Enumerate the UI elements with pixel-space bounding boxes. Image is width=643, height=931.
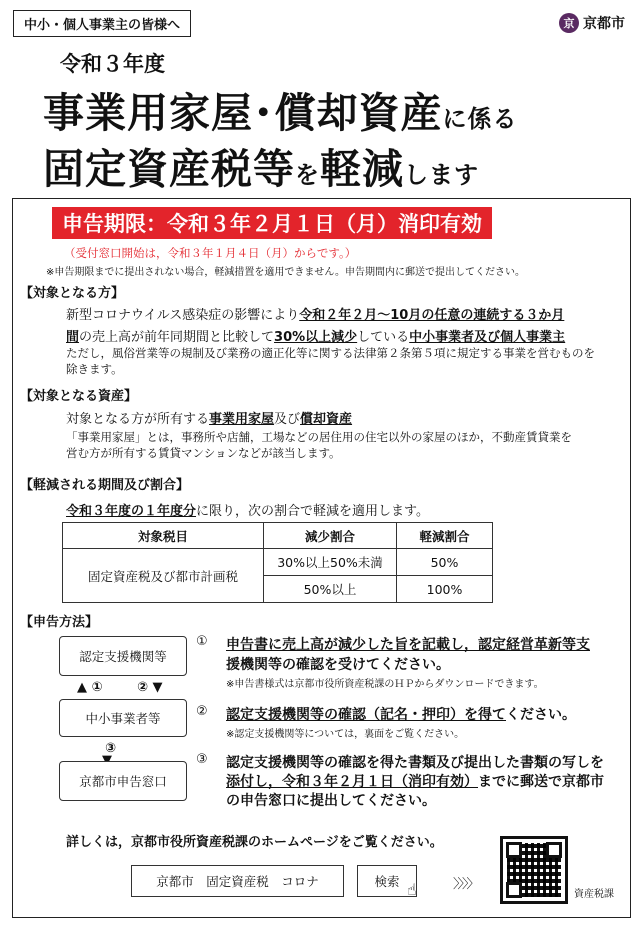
flow-box-support-agency: 認定支援機関等 <box>59 636 187 676</box>
col-header-decrease: 減少割合 <box>264 523 397 549</box>
city-logo <box>559 13 625 33</box>
reduction-line1: 令和３年度の１年度分に限り，次の割合で軽減を適用します。 <box>66 504 429 519</box>
step2-note: ※認定支援機関等については，裏面をご覧ください。 <box>226 729 465 740</box>
search-button: 検索 <box>357 865 417 897</box>
step2-number: ② <box>196 704 208 719</box>
qr-code-icon <box>500 836 568 904</box>
target-note1: ただし，風俗営業等の規制及び業務の適正化等に関する法律第２条第５項に規定する事業を営むものを <box>66 346 595 360</box>
reduction-table <box>62 522 493 603</box>
main-title-line2: 固定資産税等を軽減します <box>43 145 479 193</box>
footer-more-info: 詳しくは，京都市役所資産税課のホームページをご覧ください。 <box>66 835 443 850</box>
reduction-cell: 100% <box>397 576 493 603</box>
decrease-cell: 50%以上 <box>264 576 397 603</box>
flow-arrow-down: ② ▼ <box>137 680 163 695</box>
step1-line2: 援機関等の確認を受けてください。 <box>226 657 450 673</box>
deadline-warning: ※申告期限までに提出されない場合，軽減措置を適用できません。申告期間内に郵送で提出してください。 <box>46 267 525 278</box>
assets-note1: 「事業用家屋」とは，事務所や店舗，工場などの居住用の住宅以外の家屋のほか，不動産賃貸業を <box>66 430 572 444</box>
section-heading-target: 【対象となる方】 <box>20 286 125 301</box>
flow-box-business: 中小事業者等 <box>59 699 187 737</box>
target-note2: 除きます。 <box>66 362 123 376</box>
tax-type-cell: 固定資産税及び都市計画税 <box>63 549 264 603</box>
section-heading-reduction: 【軽減される期間及び割合】 <box>20 478 190 493</box>
target-line2: 間の売上高が前年同期間と比較して30%以上減少している中小事業者及び個人事業主 <box>66 330 566 345</box>
city-emblem-icon: 京 <box>559 13 579 33</box>
deadline-banner: 申告期限：令和３年２月１日（月）消印有効 <box>52 207 492 239</box>
reduction-cell: 50% <box>397 549 493 576</box>
step1-number: ① <box>196 634 208 649</box>
step1-line1: 申告書に売上高が減少した旨を記載し，認定経営革新等支 <box>226 637 590 653</box>
pointer-hand-icon: ☝ <box>407 880 417 899</box>
section-heading-method: 【申告方法】 <box>20 615 99 630</box>
assets-note2: 営む方が所有する賃貸マンションなどが該当します。 <box>66 446 341 460</box>
col-header-tax: 対象税目 <box>63 523 264 549</box>
flow-box-city-window: 京都市申告窓口 <box>59 761 187 801</box>
window-open-note: （受付窓口開始は，令和３年１月４日（月）からです。） <box>64 246 357 260</box>
city-name: 京都市 <box>583 16 625 32</box>
fiscal-year: 令和３年度 <box>60 52 165 76</box>
assets-line1: 対象となる方が所有する事業用家屋及び償却資産 <box>66 412 353 427</box>
step3-line1: 認定支援機関等の確認を得た書類及び提出した書類の写しを <box>226 755 604 771</box>
main-title-line1: 事業用家屋･償却資産に係る <box>43 89 518 137</box>
step3-line3: の申告窓口に提出してください。 <box>226 793 436 809</box>
step3-line2: 添付し，令和３年２月１日（消印有効）までに郵送で京都市 <box>226 774 604 790</box>
flow-arrow-up: ▲ ① <box>77 680 103 695</box>
col-header-reduction: 軽減割合 <box>397 523 493 549</box>
section-heading-assets: 【対象となる資産】 <box>20 389 138 404</box>
step1-note: ※申告書様式は京都市役所資産税課のＨＰからダウンロードできます。 <box>226 679 544 690</box>
target-line1: 新型コロナウイルス感染症の影響により令和２年２月～10月の任意の連続する３か月 <box>66 308 565 323</box>
step3-number: ③ <box>196 752 208 767</box>
flow-arrow-down-3: ③ <box>105 741 117 756</box>
qr-label: 資産税課 <box>574 889 614 900</box>
decrease-cell: 30%以上50%未満 <box>264 549 397 576</box>
audience-tag: 中小・個人事業主の皆様へ <box>13 10 191 37</box>
arrow-chevrons-icon: 〉〉〉〉 <box>453 877 478 892</box>
search-terms-box: 京都市 固定資産税 コロナ <box>131 865 344 897</box>
step2-line1: 認定支援機関等の確認（記名・押印）を得てください。 <box>226 707 576 723</box>
